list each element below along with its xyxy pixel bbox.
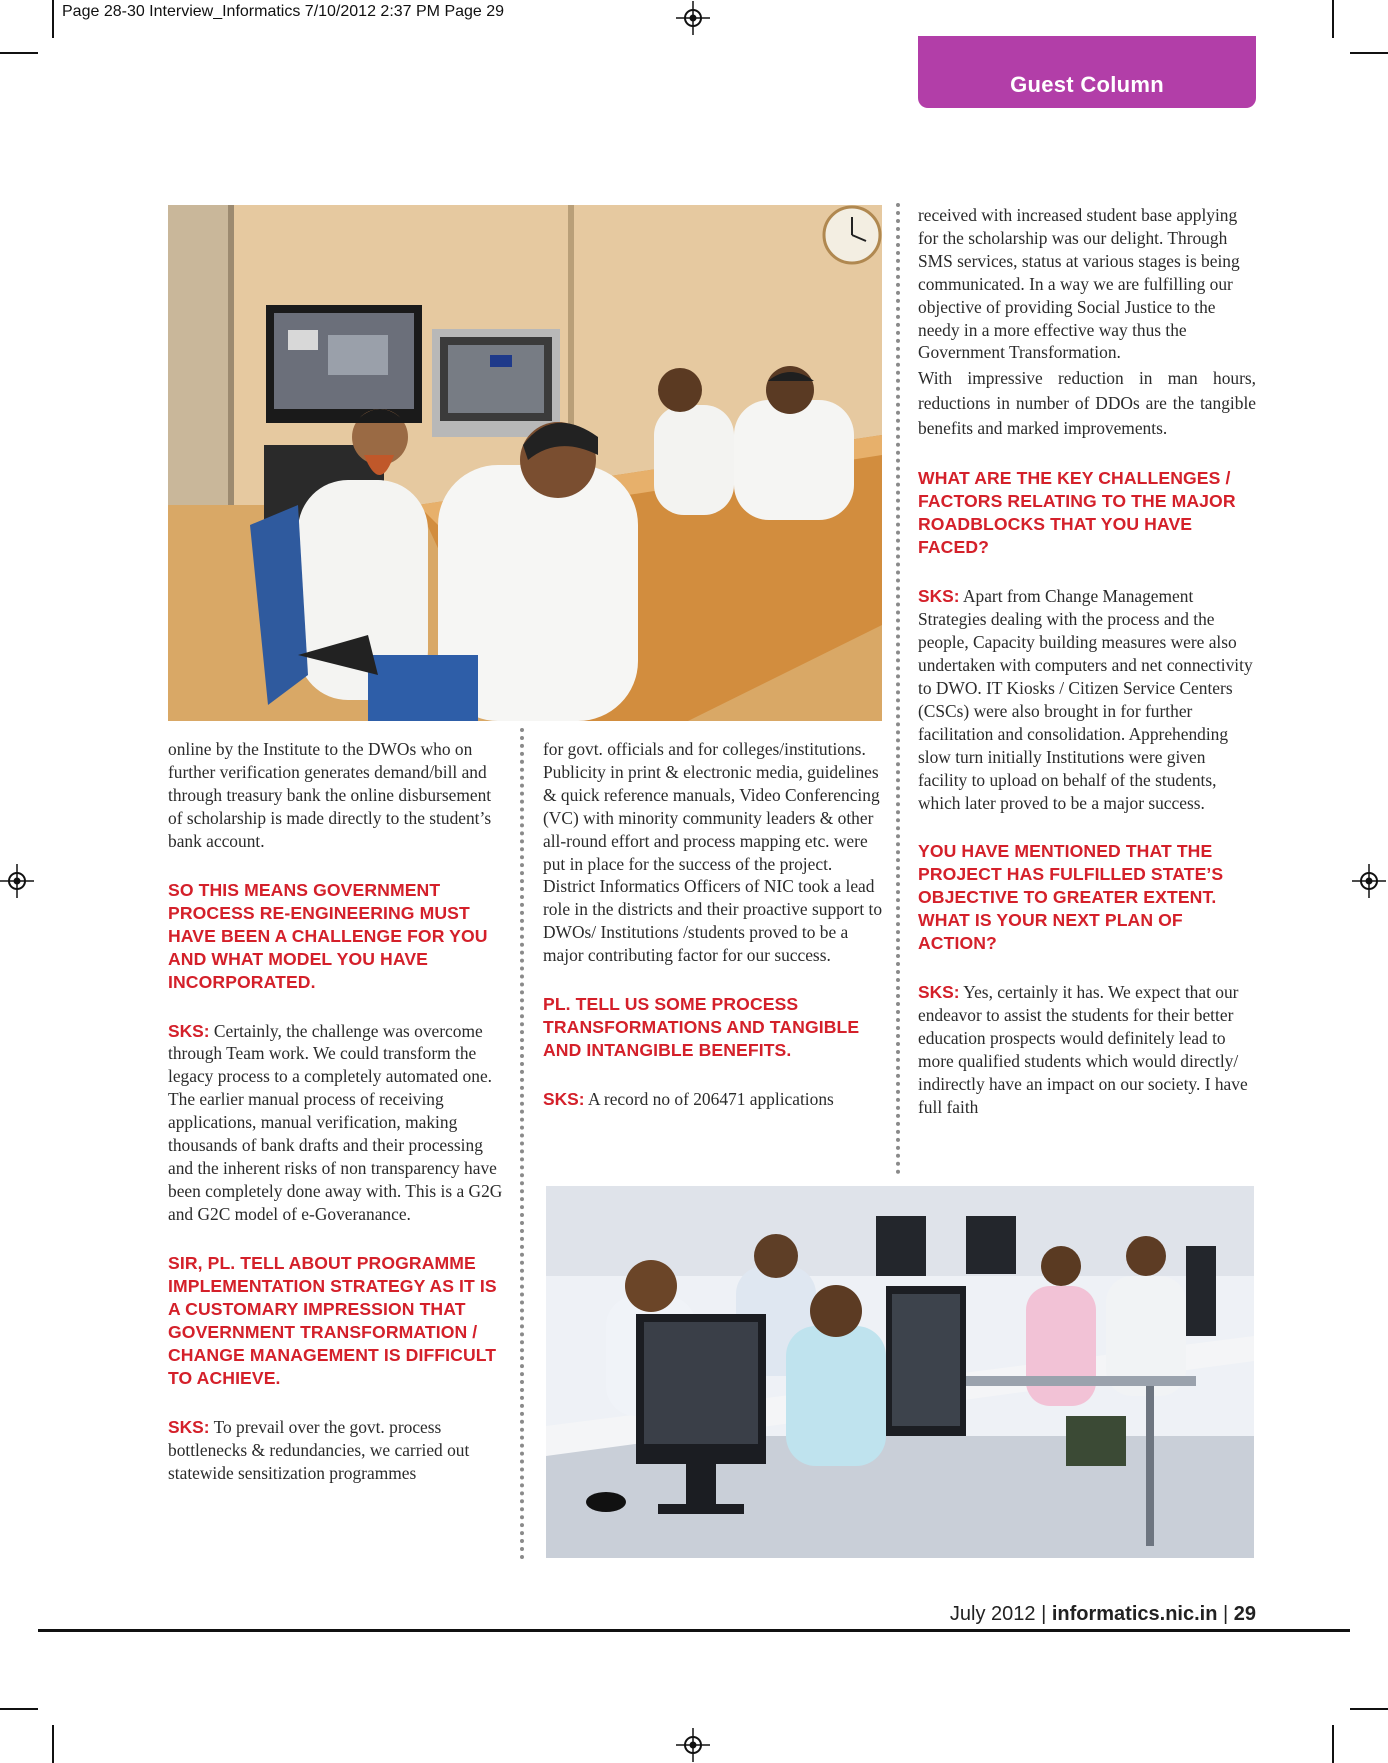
speaker-label: SKS: xyxy=(918,586,960,607)
column-3 xyxy=(918,204,1256,1119)
answer-text: Apart from Change Management Strategies dealing with the process and the people, Capacity building measures were also undertaken with computers and net connectivity to DWO. IT Kiosks / Citizen Service Centers (CSCs) were also brought in for further facilitation and consolidation. Apprehending slow turn initially Institutions were given facility to upload on behalf of the students, which later proved to be a major success. xyxy=(918,586,1253,813)
printer-slug: Page 28-30 Interview_Informatics 7/10/2012 2:37 PM Page 29 xyxy=(62,3,505,20)
answer-text: Yes, certainly it has. We expect that our endeavor to assist the students for their better education prospects would definitely lead to more qualified students which would directly/ indirectly have an impact on our society. I have full faith xyxy=(918,982,1248,1117)
column-1 xyxy=(168,738,506,1484)
registration-mark-icon xyxy=(0,864,34,898)
column-divider xyxy=(520,728,524,1560)
answer-paragraph xyxy=(168,1020,506,1226)
paragraph: received with increased student base applying for the scholarship was our delight. Through SMS services, status at various stages is being communicated. In a way we are fulfilling our objective of providing Social Justice to the needy in a more effective way thus the Government Transformation. xyxy=(918,205,1240,363)
footer-rule xyxy=(38,1629,1350,1632)
interview-question: YOU HAVE MENTIONED THAT THE PROJECT HAS FULFILLED STATE’S OBJECTIVE TO GREATER EXTENT. WHAT IS YOUR NEXT PLAN OF ACTION? xyxy=(918,841,1224,954)
answer-paragraph xyxy=(543,1088,883,1111)
photo-computer-lab xyxy=(546,1186,1254,1558)
interview-question: SO THIS MEANS GOVERNMENT PROCESS RE-ENGINEERING MUST HAVE BEEN A CHALLENGE FOR YOU AND WHAT MODEL YOU HAVE INCORPORATED. xyxy=(168,879,488,992)
paragraph: for govt. officials and for colleges/institutions. Publicity in print & electronic media, guidelines & quick reference manuals, Video Conferencing (VC) with minority community leaders & other all-round effort and process mapping etc. were put in place for the success of the project. District Informatics Officers of NIC took a lead role in the districts and their proactive support to DWOs/ Institutions /students proved to be a major contributing factor for our success. xyxy=(543,739,883,966)
footer-date: July 2012 | xyxy=(949,1603,1052,1625)
paragraph: online by the Institute to the DWOs who on further verification generates demand/bill and through treasury bank the online disbursement of scholarship is made directly to the student’s bank account. xyxy=(168,739,492,851)
section-tab-label: Guest Column xyxy=(1010,72,1164,97)
speaker-label: SKS: xyxy=(168,1416,210,1437)
speaker-label: SKS: xyxy=(918,982,960,1003)
page-footer xyxy=(950,1603,1256,1626)
registration-mark-icon xyxy=(1352,864,1386,898)
column-divider xyxy=(896,203,900,1175)
answer-paragraph xyxy=(918,981,1256,1118)
page-number: 29 xyxy=(1233,1603,1256,1625)
answer-text: Certainly, the challenge was overcome through Team work. We could transform the legacy process to a completely automated one. The earlier manual process of receiving applications, manual verification, making thousands of bank drafts and their processing and the inherent risks of non transparency have been completely done away with. This is a G2G and G2C model of e-Goveranance. xyxy=(168,1020,503,1224)
speaker-label: SKS: xyxy=(543,1089,585,1110)
section-tab xyxy=(918,36,1256,108)
interview-question: SIR, PL. TELL ABOUT PROGRAMME IMPLEMENTATION STRATEGY AS IT IS A CUSTOMARY IMPRESSION THAT GOVERNMENT TRANSFORMATION / CHANGE MANAGEMENT IS DIFFICULT TO ACHIEVE. xyxy=(168,1252,497,1388)
photo-video-conference xyxy=(168,205,882,721)
footer-site-link[interactable]: informatics.nic.in xyxy=(1051,1603,1218,1625)
column-2 xyxy=(543,738,883,1111)
registration-mark-icon xyxy=(676,1,710,35)
answer-text: A record no of 206471 applications xyxy=(584,1089,834,1110)
interview-question: PL. TELL US SOME PROCESS TRANSFORMATIONS AND TANGIBLE AND INTANGIBLE BENEFITS. xyxy=(543,994,860,1061)
answer-text: To prevail over the govt. process bottlenecks & redundancies, we carried out statewide sensitization programmes xyxy=(168,1416,470,1483)
answer-paragraph xyxy=(918,585,1256,814)
paragraph: With impressive reduction in man hours, reductions in number of DDOs are the tangible benefits and marked improvements. xyxy=(918,368,1256,439)
registration-mark-icon xyxy=(676,1728,710,1762)
footer-separator: | xyxy=(1217,1603,1234,1625)
interview-question: WHAT ARE THE KEY CHALLENGES / FACTORS RELATING TO THE MAJOR ROADBLOCKS THAT YOU HAVE FACED? xyxy=(918,468,1236,558)
answer-paragraph xyxy=(168,1416,506,1485)
speaker-label: SKS: xyxy=(168,1020,210,1041)
